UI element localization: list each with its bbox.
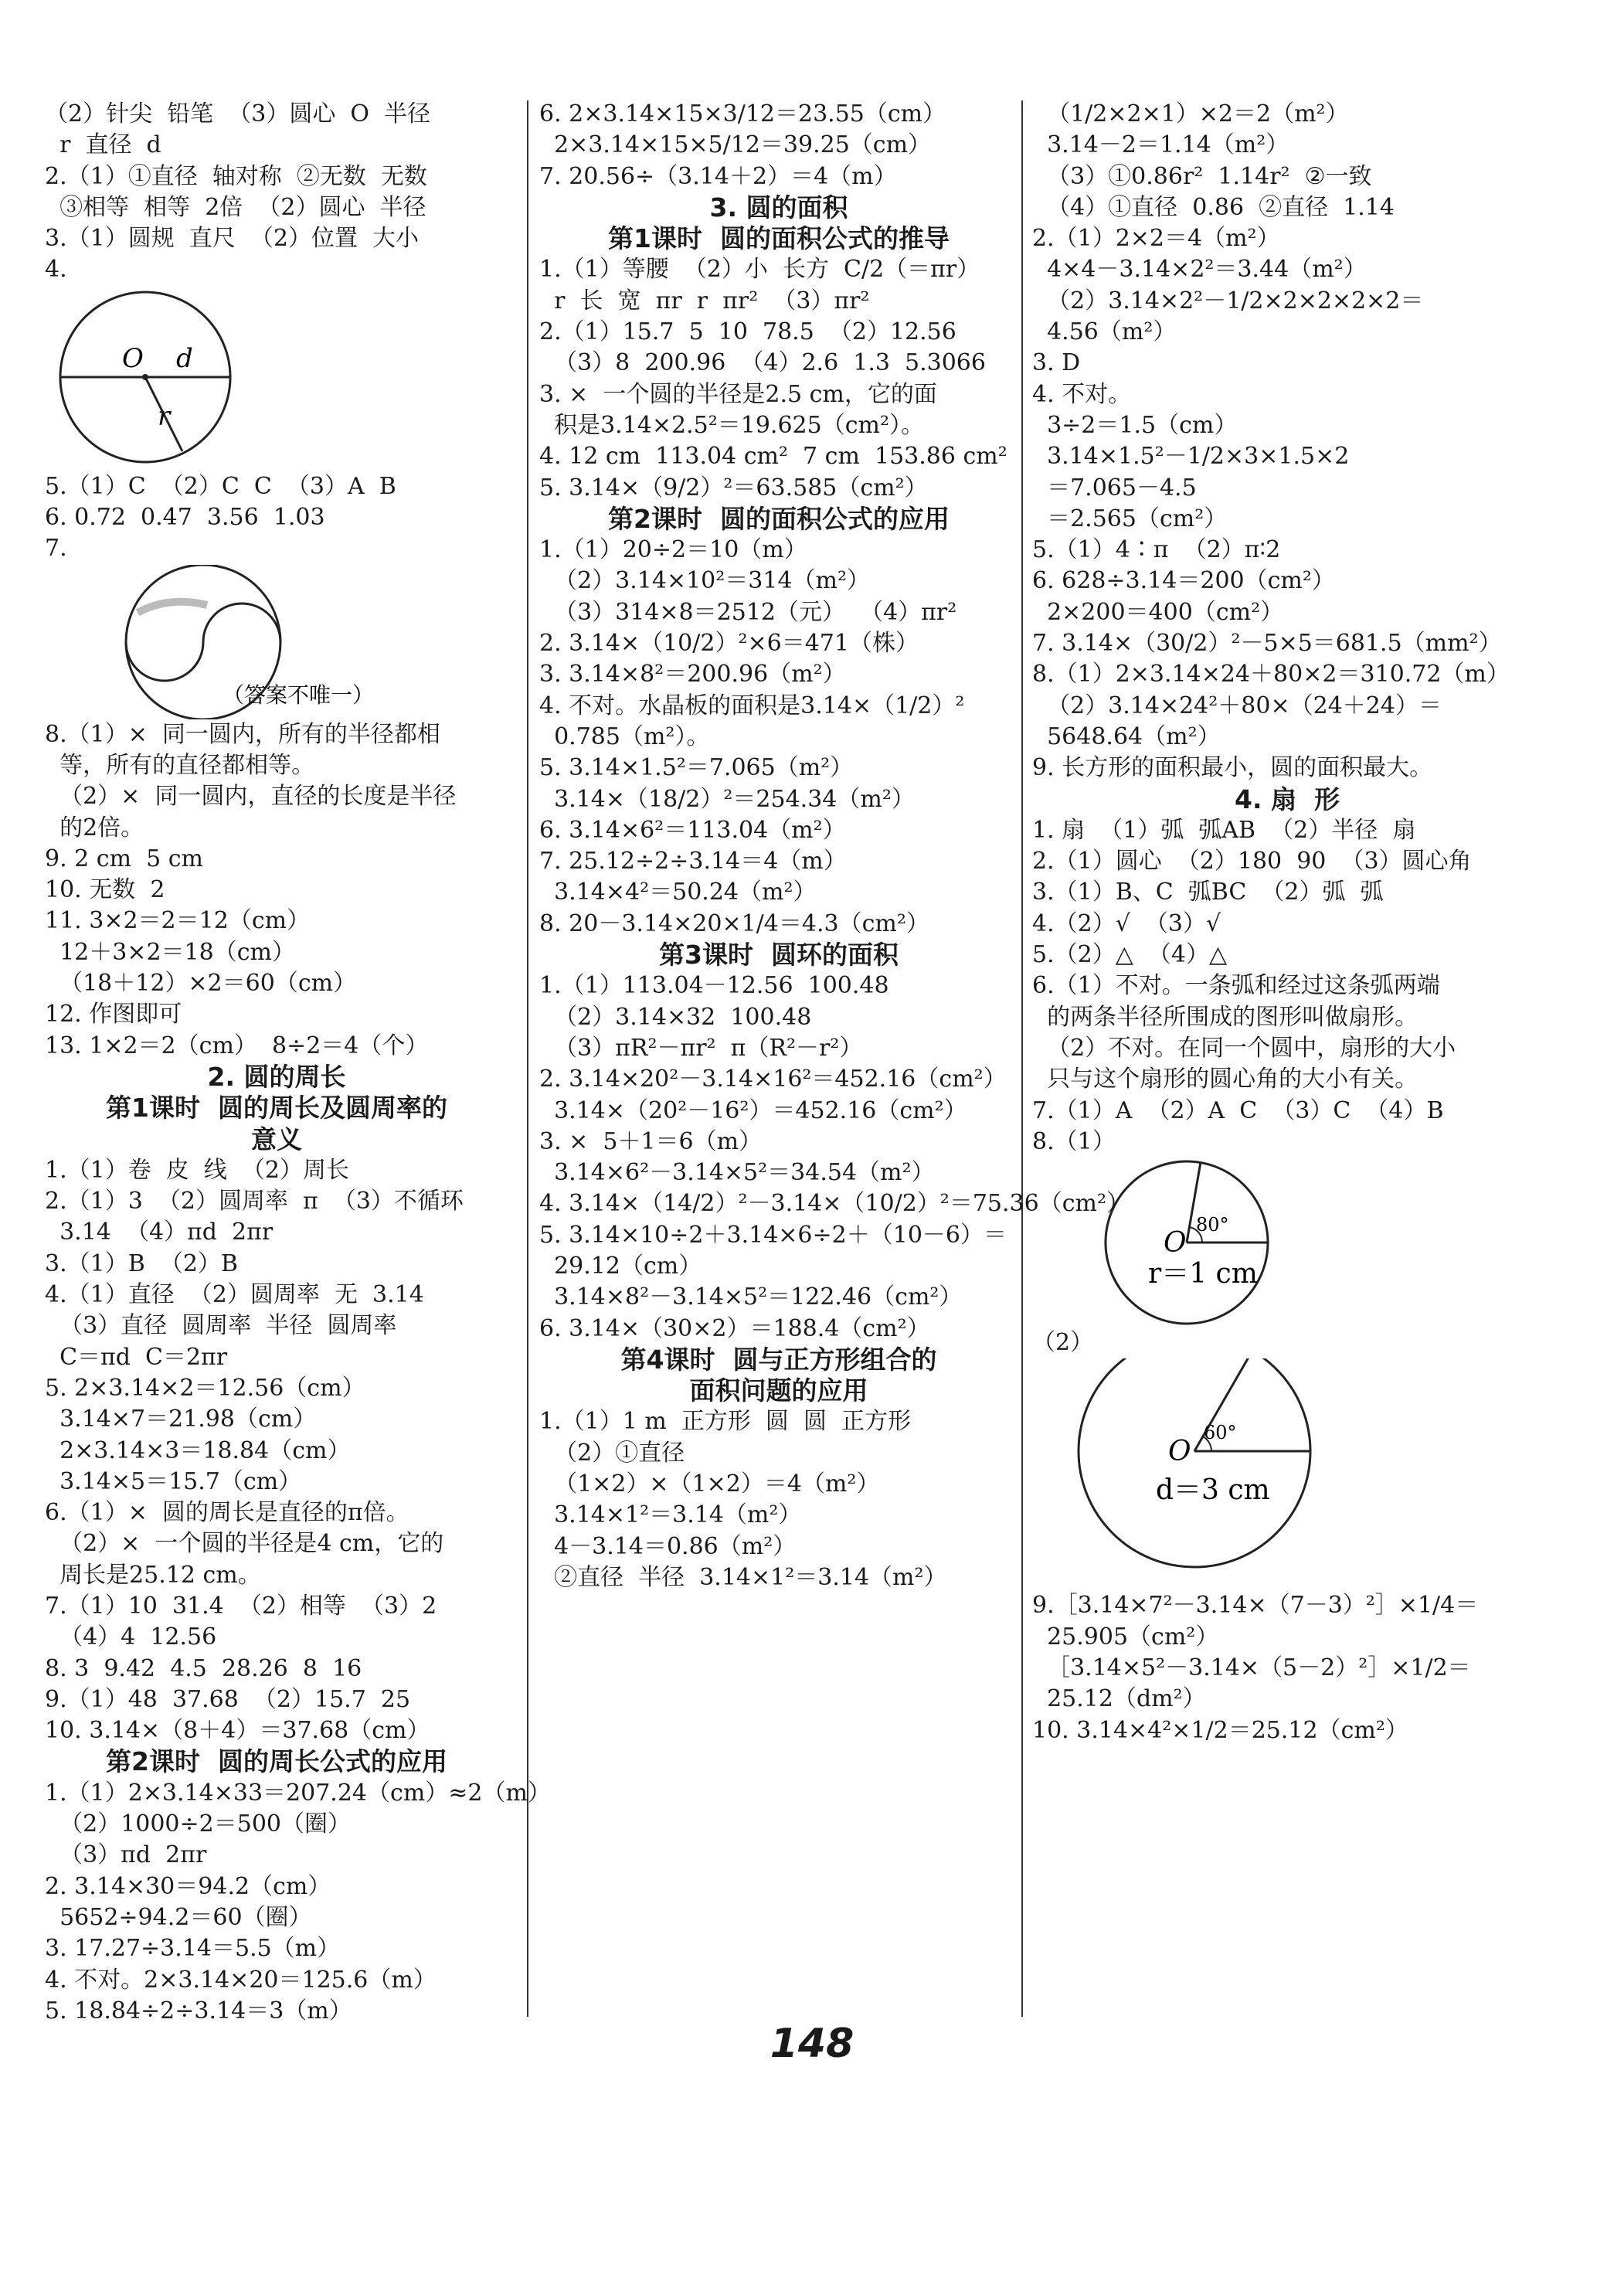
answer-line: 3.14 （4）πd 2πr xyxy=(45,1219,273,1246)
answer-line: 2.（1）15.7 5 10 78.5 （2）12.56 xyxy=(539,318,956,346)
answer-line: 1.（1）20÷2＝10（m） xyxy=(539,536,807,564)
answer-line: 积是3.14×2.5²＝19.625（cm²）。 xyxy=(539,411,924,439)
answer-line: 2×200＝400（cm²） xyxy=(1032,598,1284,626)
answer-line: 2.（1）2×2＝4（m²） xyxy=(1032,225,1280,253)
answer-line: 周长是25.12 cm。 xyxy=(45,1561,261,1589)
answer-line: 4. 12 cm 113.04 cm² 7 cm 153.86 cm² xyxy=(539,443,1007,471)
answer-line: 5.（1）C （2）C C （3）A B xyxy=(45,472,396,500)
answer-line: （3）直径 圆周率 半径 圆周率 xyxy=(45,1312,397,1340)
answer-line: ＝7.065－4.5 xyxy=(1032,474,1197,501)
answer-line: 8.（1） xyxy=(1032,1127,1116,1155)
answer-line: 25.12（dm²） xyxy=(1032,1685,1206,1713)
answer-line: 2×3.14×3＝18.84（cm） xyxy=(45,1436,351,1464)
answer-line: 12. 作图即可 xyxy=(45,1001,182,1028)
answer-line: 7.（1）10 31.4 （2）相等 （3）2 xyxy=(45,1592,437,1620)
answer-line: 9. 2 cm 5 cm xyxy=(45,845,203,872)
answer-line: 5. 3.14×（9/2）²＝63.585（cm²） xyxy=(539,474,928,501)
answer-line: 5.（1）4∶π （2）π∶2 xyxy=(1032,536,1281,564)
page-number: 148 xyxy=(770,2021,854,2067)
answer-line: 3. × 一个圆的半径是2.5 cm，它的面 xyxy=(539,380,937,408)
fig8a-angle-label: 80° xyxy=(1196,1214,1229,1236)
answer-line: ③相等 相等 2倍 （2）圆心 半径 xyxy=(45,193,426,221)
answer-line: 8.（1）2×3.14×24＋80×2＝310.72（m） xyxy=(1032,661,1510,688)
fig8b-diameter-label: d＝3 cm xyxy=(1156,1474,1270,1507)
answer-line: 4.（1）直径 （2）圆周率 无 3.14 xyxy=(45,1281,424,1309)
answer-line: 4. 3.14×（14/2）²－3.14×（10/2）²＝75.36（cm²） xyxy=(539,1190,1130,1218)
answer-line: （4）①直径 0.86 ②直径 1.14 xyxy=(1032,193,1395,221)
fig8a-radius-label: r＝1 cm xyxy=(1148,1258,1258,1290)
col2-block-e xyxy=(539,1406,1018,1593)
col1-block-a xyxy=(45,99,508,286)
fig8b-center-label: O xyxy=(1168,1436,1191,1468)
answer-line: 5. 3.14×10÷2＋3.14×6÷2＋（10－6）＝ xyxy=(539,1221,1007,1249)
answer-line: 的2倍。 xyxy=(45,814,144,841)
answer-line: 29.12（cm） xyxy=(539,1252,702,1280)
answer-line: 3. 17.27÷3.14＝5.5（m） xyxy=(45,1935,341,1963)
answer-line: 9.［3.14×7²－3.14×（7－3）²］×1/4＝ xyxy=(1032,1592,1479,1620)
answer-line: 5. 2×3.14×2＝12.56（cm） xyxy=(45,1374,365,1402)
answer-line: 4×4－3.14×2²＝3.44（m²） xyxy=(1032,256,1367,284)
col3-block-b xyxy=(1032,815,1542,1158)
lesson-3-4-title: 第4课时 圆与正方形组合的 xyxy=(620,1344,937,1375)
answer-line: ［3.14×5²－3.14×（5－2）²］×1/2＝ xyxy=(1032,1654,1471,1681)
answer-line: 3. 3.14×8²＝200.96（m²） xyxy=(539,661,846,688)
fig4-diameter-label: d xyxy=(176,342,193,374)
answer-line: 4. 不对。2×3.14×20＝125.6（m） xyxy=(45,1966,437,1994)
answer-line: （2）3.14×10²＝314（m²） xyxy=(539,567,871,595)
answer-line: （2）①直径 xyxy=(539,1439,685,1467)
answer-line: 3.（1）B、C 弧BC （2）弧 弧 xyxy=(1032,879,1384,906)
answer-line: 4.（2）√ （3）√ xyxy=(1032,909,1221,937)
answer-line: 10. 无数 2 xyxy=(45,876,165,904)
answer-line: 等，所有的直径都相等。 xyxy=(45,751,315,779)
answer-line: 3÷2＝1.5（cm） xyxy=(1032,411,1238,439)
answer-line: （3）πR²－πr² π（R²－r²） xyxy=(539,1034,863,1062)
answer-line: 2×3.14×15×5/12＝39.25（cm） xyxy=(539,131,932,159)
answer-line: 0.785（m²）。 xyxy=(539,722,710,750)
answer-line: 2. 3.14×20²－3.14×16²＝452.16（cm²） xyxy=(539,1066,1007,1093)
answer-line: 8. 3 9.42 4.5 28.26 8 16 xyxy=(45,1654,362,1682)
answer-line: 6. 3.14×6²＝113.04（m²） xyxy=(539,816,846,844)
col1-block-c xyxy=(45,719,508,1062)
answer-line: 11. 3×2＝2＝12（cm） xyxy=(45,907,311,935)
answer-line: 只与这个扇形的圆心角的大小有关。 xyxy=(1032,1066,1418,1093)
answer-line: 3.14×4²＝50.24（m²） xyxy=(539,879,817,906)
answer-line: （3）πd 2πr xyxy=(45,1841,207,1869)
answer-line: 7. xyxy=(45,535,67,563)
answer-line: 5. 3.14×1.5²＝7.065（m²） xyxy=(539,754,854,782)
lesson-2-1-title: 第1课时 圆的周长及圆周率的 xyxy=(106,1093,447,1124)
col1-block-e xyxy=(45,1778,551,2027)
answer-line: （2）不对。在同一个圆中，扇形的大小 xyxy=(1032,1034,1456,1062)
answer-line: 2.（1）3 （2）圆周率 π （3）不循环 xyxy=(45,1188,464,1215)
answer-line: 7. 20.56÷（3.14＋2）＝4（m） xyxy=(539,162,897,190)
answer-line: 1.（1）等腰 （2）小 长方 C/2（＝πr） xyxy=(539,256,980,284)
answer-line: 6.（1）不对。一条弧和经过这条弧两端 xyxy=(1032,972,1440,1000)
answer-line: 6. 2×3.14×15×3/12＝23.55（cm） xyxy=(539,100,946,127)
answer-line: 3.14×5＝15.7（cm） xyxy=(45,1467,302,1495)
answer-line: 3.14×1.5²－1/2×3×1.5×2 xyxy=(1032,443,1350,471)
answer-line: 2. 3.14×30＝94.2（cm） xyxy=(45,1872,331,1900)
answer-line: 3.14－2＝1.14（m²） xyxy=(1032,131,1289,159)
answer-line: 3.14×（18/2）²＝254.34（m²） xyxy=(539,785,915,813)
answer-line: 9. 长方形的面积最小，圆的面积最大。 xyxy=(1032,754,1433,782)
answer-line: （2）3.14×24²＋80×（24＋24）＝ xyxy=(1032,692,1442,719)
answer-line: 4. 不对。水晶板的面积是3.14×（1/2）² xyxy=(539,692,965,719)
answer-column-1 xyxy=(45,99,551,2027)
answer-line: （2）× 一个圆的半径是4 cm，它的 xyxy=(45,1530,444,1558)
section-2-title: 2. 圆的周长 xyxy=(207,1061,346,1092)
answer-column-3 xyxy=(1032,99,1542,1746)
col2-block-b xyxy=(539,254,1018,503)
answer-line: 4.56（m²） xyxy=(1032,318,1177,346)
answer-line: 3.（1）圆规 直尺 （2）位置 大小 xyxy=(45,225,420,253)
answer-line: （3）8 200.96 （4）2.6 1.3 5.3066 xyxy=(539,349,986,377)
answer-line: 1.（1）卷 皮 线 （2）周长 xyxy=(45,1156,350,1184)
answer-line: （1/2×2×1）×2＝2（m²） xyxy=(1032,100,1349,127)
section-3-title: 3. 圆的面积 xyxy=(709,192,848,223)
lesson-3-4-title-cont: 面积问题的应用 xyxy=(689,1375,868,1406)
answer-line: 8.（1）× 同一圆内，所有的半径都相 xyxy=(45,720,440,748)
answer-line: 5. 18.84÷2÷3.14＝3（m） xyxy=(45,1997,352,2025)
answer-line: 4. xyxy=(45,256,67,284)
figure-sector-60 xyxy=(1032,1358,1542,1590)
column-divider-2 xyxy=(1021,100,1023,2017)
answer-line: 3.（1）B （2）B xyxy=(45,1249,238,1277)
figure-circle-q4 xyxy=(45,286,508,471)
answer-line: 5.（2）△ （4）△ xyxy=(1032,941,1228,969)
answer-line: 2. 3.14×（10/2）²×6＝471（株） xyxy=(539,630,919,658)
answer-line: 6.（1）× 圆的周长是直径的π倍。 xyxy=(45,1499,409,1527)
figure-yinyang-q7 xyxy=(45,565,508,719)
answer-line: （4）4 12.56 xyxy=(45,1623,217,1651)
col2-block-c xyxy=(539,535,1018,940)
answer-line: 7.（1）A （2）A C （3）C （4）B xyxy=(1032,1096,1444,1124)
answer-line: 3.14×8²－3.14×5²＝122.46（cm²） xyxy=(539,1283,963,1311)
answer-line: 3.14×1²＝3.14（m²） xyxy=(539,1501,802,1529)
answer-line: 25.905（cm²） xyxy=(1032,1623,1219,1651)
answer-line: 2.（1）①直径 轴对称 ②无数 无数 xyxy=(45,162,427,190)
fig8a-center-label: O xyxy=(1164,1227,1187,1260)
fig4-center-label: O xyxy=(122,342,144,374)
answer-line: 7. 25.12÷2÷3.14＝4（m） xyxy=(539,848,847,875)
fig8b-prefix: （2） xyxy=(1032,1329,1094,1357)
answer-line: C＝πd C＝2πr xyxy=(45,1343,228,1371)
answer-line: （3）①0.86r² 1.14r² ②一致 xyxy=(1032,162,1372,190)
col1-block-b xyxy=(45,471,508,565)
answer-line: 6. 3.14×（30×2）＝188.4（cm²） xyxy=(539,1314,930,1342)
lesson-2-2-title: 第2课时 圆的周长公式的应用 xyxy=(106,1746,447,1777)
answer-line: （3）314×8＝2512（元） （4）πr² xyxy=(539,598,957,626)
answer-line: 的两条半径所围成的图形叫做扇形。 xyxy=(1032,1003,1418,1031)
answer-line: （2）3.14×2²－1/2×2×2×2×2＝ xyxy=(1032,287,1424,314)
answer-line: 1.（1）2×3.14×33＝207.24（cm）≈2（m） xyxy=(45,1779,551,1807)
answer-line: ＝2.565（cm²） xyxy=(1032,505,1228,532)
answer-line: 7. 3.14×（30/2）²－5×5＝681.5（mm²） xyxy=(1032,630,1502,658)
answer-line: 13. 1×2＝2（cm） 8÷2＝4（个） xyxy=(45,1032,429,1059)
answer-line: 5648.64（m²） xyxy=(1032,722,1221,750)
answer-line: （1×2）×（1×2）＝4（m²） xyxy=(539,1470,880,1498)
answer-line: 1. 扇 （1）弧 弧AB （2）半径 扇 xyxy=(1032,816,1416,844)
answer-line: r 直径 d xyxy=(45,131,161,159)
answer-line: 8. 20－3.14×20×1/4＝4.3（cm²） xyxy=(539,909,929,937)
answer-line: 5652÷94.2＝60（圈） xyxy=(45,1903,312,1931)
answer-line: ②直径 半径 3.14×1²＝3.14（m²） xyxy=(539,1563,947,1591)
answer-line: 3. × 5＋1＝6（m） xyxy=(539,1127,763,1155)
column-divider-1 xyxy=(527,100,528,2017)
answer-line: （18＋12）×2＝60（cm） xyxy=(45,970,357,998)
answer-line: （2）3.14×32 100.48 xyxy=(539,1003,812,1031)
answer-line: 6. 0.72 0.47 3.56 1.03 xyxy=(45,504,325,532)
col1-block-d xyxy=(45,1155,508,1747)
answer-line: 6. 628÷3.14＝200（cm²） xyxy=(1032,567,1335,595)
lesson-3-2-title: 第2课时 圆的面积公式的应用 xyxy=(608,503,950,534)
answer-line: 3.14×（20²－16²）＝452.16（cm²） xyxy=(539,1096,967,1124)
answer-line: 2.（1）圆心 （2）180 90 （3）圆心角 xyxy=(1032,848,1472,875)
answer-line: 10. 3.14×4²×1/2＝25.12（cm²） xyxy=(1032,1716,1408,1744)
answer-line: 9.（1）48 37.68 （2）15.7 25 xyxy=(45,1685,411,1713)
answer-line: （2）针尖 铅笔 （3）圆心 O 半径 xyxy=(45,100,431,127)
answer-line: 3. D xyxy=(1032,349,1081,377)
answer-line: （2）1000÷2＝500（圈） xyxy=(45,1810,351,1838)
answer-line: 1.（1）1 m 正方形 圆 圆 正方形 xyxy=(539,1408,912,1436)
answer-line: （2）× 同一圆内，直径的长度是半径 xyxy=(45,783,457,811)
fig8b-angle-label: 60° xyxy=(1204,1422,1237,1444)
section-4-title: 4. 扇 形 xyxy=(1235,784,1340,814)
answer-line: 3.14×6²－3.14×5²＝34.54（m²） xyxy=(539,1159,935,1187)
answer-line: 3.14×7＝21.98（cm） xyxy=(45,1406,317,1433)
lesson-3-1-title: 第1课时 圆的面积公式的推导 xyxy=(608,223,950,254)
col3-block-c xyxy=(1032,1590,1542,1746)
lesson-3-3-title: 第3课时 圆环的面积 xyxy=(659,940,899,971)
answer-line: 10. 3.14×（8＋4）＝37.68（cm） xyxy=(45,1717,430,1745)
answer-line: 4－3.14＝0.86（m²） xyxy=(539,1532,797,1560)
answer-line: 12＋3×2＝18（cm） xyxy=(45,938,295,966)
answer-line: 1.（1）113.04－12.56 100.48 xyxy=(539,972,889,1000)
answer-line: r 长 宽 πr r πr² （3）πr² xyxy=(539,287,870,314)
fig4-radius-label: r xyxy=(158,400,171,432)
col3-block-a xyxy=(1032,99,1542,784)
col2-block-a xyxy=(539,99,1018,192)
answer-line: 4. 不对。 xyxy=(1032,380,1132,408)
lesson-2-1-title-cont: 意义 xyxy=(251,1124,302,1154)
figure-sector-80 xyxy=(1032,1158,1542,1328)
fig7-caption: （答案不唯一） xyxy=(223,682,375,708)
